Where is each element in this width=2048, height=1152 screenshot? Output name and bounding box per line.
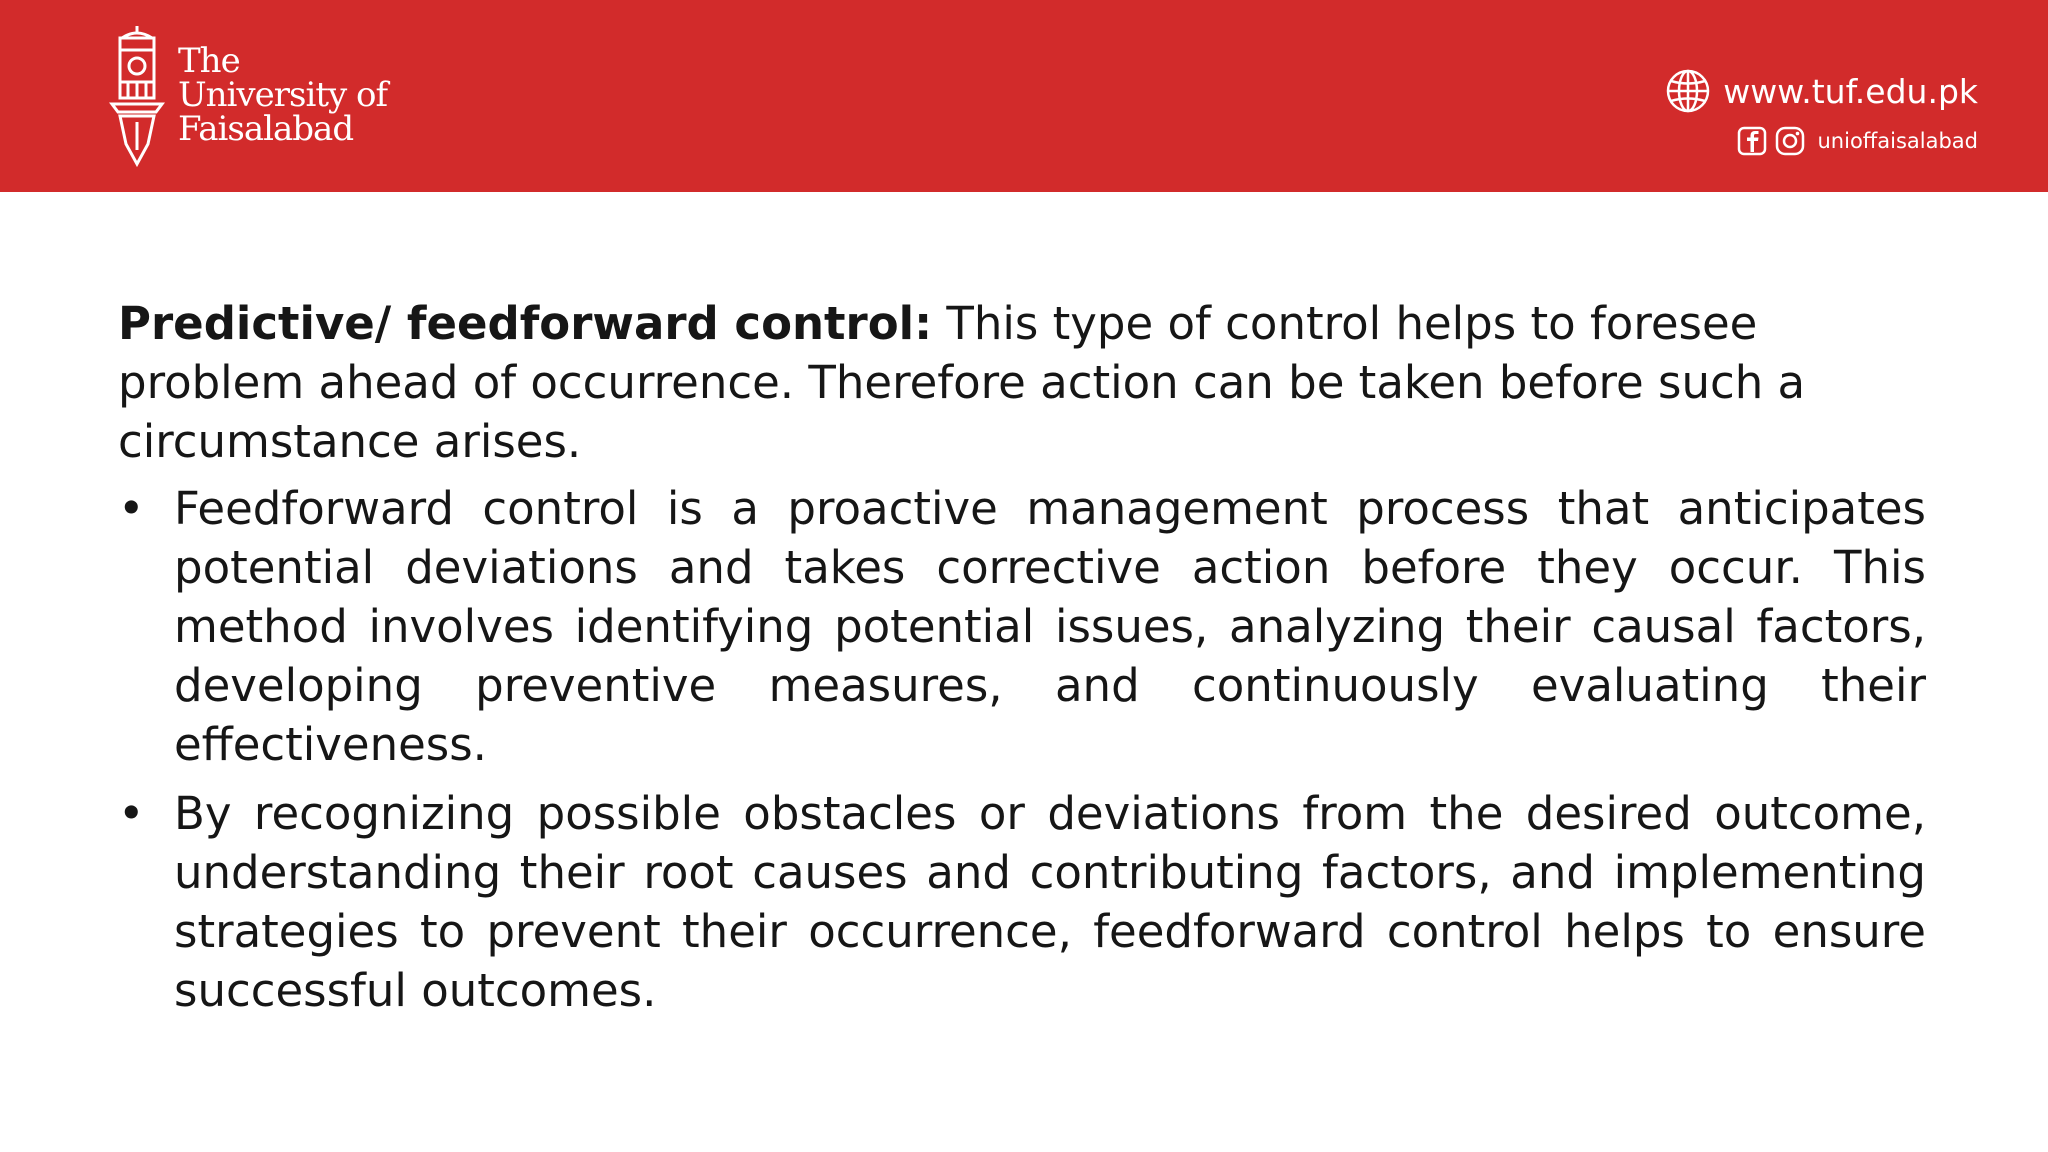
header-bar	[0, 0, 2048, 192]
university-logo[interactable]	[108, 24, 388, 170]
facebook-icon[interactable]	[1737, 126, 1767, 156]
contact-info	[1618, 66, 1978, 166]
intro-paragraph	[118, 294, 1926, 471]
bullet-text: Feedforward control is a proactive management process that anticipates potential deviations and takes corrective action before they occur. This method involves identifying potential issues, analyzing their causal factors, developing preventive measures, and continuously evaluating their effectiveness.	[174, 482, 1926, 771]
logo-line-1: The	[178, 41, 240, 81]
bullet-marker: •	[118, 787, 145, 840]
clock-tower-logo-icon	[108, 24, 166, 170]
bullet-marker: •	[118, 482, 145, 535]
social-handle: unioffaisalabad	[1817, 129, 1978, 153]
instagram-icon[interactable]	[1775, 126, 1805, 156]
bullet-item	[118, 479, 1926, 774]
intro-text: This type of control helps to foresee problem ahead of occurrence. Therefore action can be taken before such a circumstance arises.	[118, 297, 1806, 468]
website-url: www.tuf.edu.pk	[1723, 71, 1978, 111]
logo-wordmark	[178, 41, 388, 149]
bullet-item	[118, 784, 1926, 1020]
slide-content	[118, 294, 1926, 1030]
bullet-list	[118, 479, 1926, 1020]
intro-title: Predictive/ feedforward control:	[118, 297, 933, 350]
globe-icon	[1665, 68, 1711, 114]
logo-line-2: University of	[178, 75, 388, 115]
bullet-text: By recognizing possible obstacles or deviations from the desired outcome, understanding their root causes and contributing factors, and implementing strategies to prevent their occurrence, feedforward control helps to ensure successful outcomes.	[174, 787, 1926, 1017]
logo-line-3: Faisalabad	[178, 109, 354, 149]
social-links	[1737, 124, 1978, 158]
website-link[interactable]	[1665, 66, 1978, 116]
